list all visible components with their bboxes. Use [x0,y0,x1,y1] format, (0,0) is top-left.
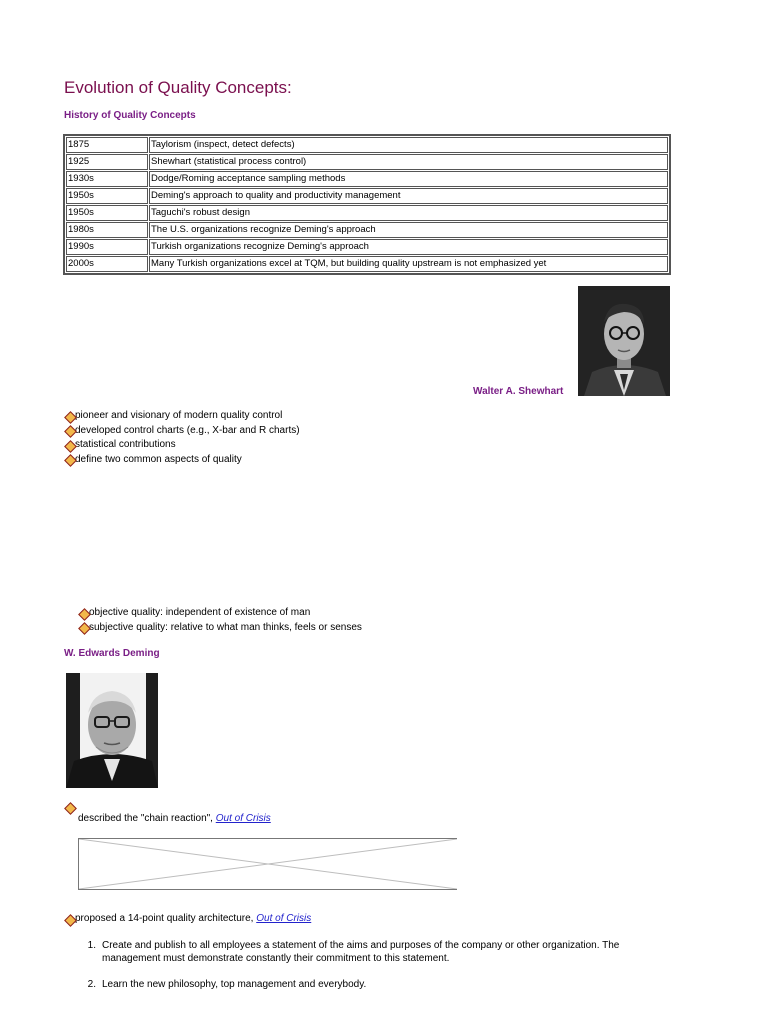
event-cell: Shewhart (statistical process control) [149,154,668,170]
out-of-crisis-link[interactable]: Out of Crisis [215,813,271,824]
event-cell: Taguchi's robust design [149,205,668,221]
list-item [64,438,300,453]
diamond-bullet-icon [64,440,75,451]
shewhart-portrait-image [578,286,670,396]
year-cell: 1930s [66,171,148,187]
diamond-bullet-icon [64,802,75,813]
table-row [66,137,668,153]
table-row [66,188,668,204]
bullet-text: developed control charts (e.g., X-bar and R charts) [75,424,300,436]
history-table [63,134,671,275]
chain-reaction-text: described the "chain reaction", [78,813,213,824]
table-row [66,171,668,187]
point-number: 1. [87,940,96,951]
chain-reaction-line [78,812,271,827]
table-row [66,205,668,221]
table-row [66,239,668,255]
bullet-text: pioneer and visionary of modern quality control [75,410,283,421]
point-text: Learn the new philosophy, top management and everybody. [102,979,367,990]
bullet-text: statistical contributions [75,439,176,450]
event-cell: Dodge/Roming acceptance sampling methods [149,171,668,187]
table-row [66,222,668,238]
diamond-bullet-icon [64,914,75,925]
deming-portrait-image [66,673,158,788]
year-cell: 1950s [66,188,148,204]
deming-portrait [66,673,158,788]
bullet-text: subjective quality: relative to what man thinks, feels or senses [89,621,362,633]
quality-aspects-list [78,606,362,635]
chain-reaction-bullet [64,800,75,818]
list-item [64,453,300,468]
out-of-crisis-link[interactable]: Out of Crisis [256,913,312,924]
architecture-line [64,912,311,927]
architecture-text: proposed a 14-point quality architecture, [75,913,254,924]
list-item [64,912,311,927]
point-text: Create and publish to all employees a statement of the aims and purposes of the company or other organization. The management must demonstrate constantly their commitment to this statement. [102,940,620,964]
list-item [78,940,678,965]
diamond-bullet-icon [78,608,89,619]
image-placeholder [78,838,457,890]
event-cell: Deming's approach to quality and productivity management [149,188,668,204]
deming-heading: W. Edwards Deming [64,648,160,659]
event-cell: The U.S. organizations recognize Deming's approach [149,222,668,238]
diamond-bullet-icon [64,425,75,436]
shewhart-caption: Walter A. Shewhart [473,386,564,397]
broken-image-icon [79,839,457,889]
diamond-bullet-icon [64,411,75,422]
table-row [66,154,668,170]
shewhart-bullet-list [64,409,300,467]
section-subtitle: History of Quality Concepts [64,110,196,121]
event-cell: Many Turkish organizations excel at TQM, but building quality upstream is not emphasized yet [149,256,668,272]
diamond-bullet-icon [78,622,89,633]
year-cell: 2000s [66,256,148,272]
year-cell: 1990s [66,239,148,255]
shewhart-portrait [578,286,670,396]
bullet-text: define two common aspects of quality [75,453,242,465]
list-item [64,424,300,439]
list-item [78,606,362,621]
list-item [78,621,362,636]
bullet-text: objective quality: independent of existence of man [89,607,311,618]
list-item [64,409,300,424]
year-cell: 1950s [66,205,148,221]
year-cell: 1980s [66,222,148,238]
point-number: 2. [87,979,96,990]
table-row [66,256,668,272]
fourteen-points-list [78,940,678,1006]
event-cell: Taylorism (inspect, detect defects) [149,137,668,153]
event-cell: Turkish organizations recognize Deming's approach [149,239,668,255]
year-cell: 1925 [66,154,148,170]
page-title: Evolution of Quality Concepts: [64,78,292,97]
diamond-bullet-icon [64,454,75,465]
year-cell: 1875 [66,137,148,153]
list-item [78,979,678,992]
